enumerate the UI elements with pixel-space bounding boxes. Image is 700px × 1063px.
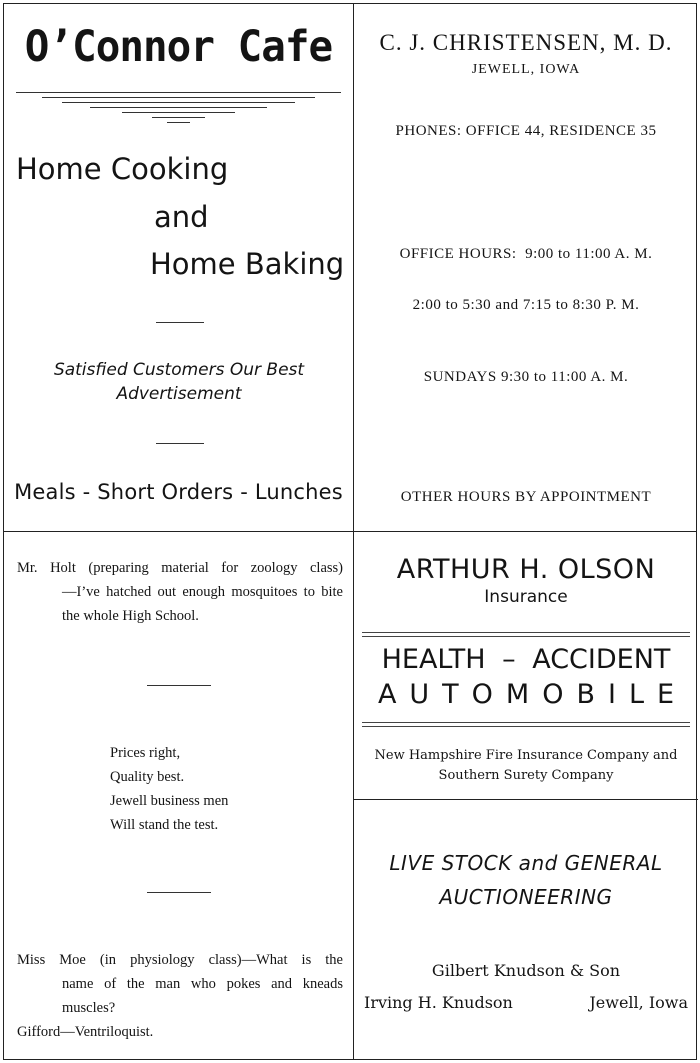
poem-line: Jewell business men [110, 793, 229, 809]
cafe-line-and: and [154, 200, 209, 234]
olson-automobile: AUTOMOBILE [377, 679, 688, 710]
joke-holt-first: Mr. Holt (preparing material for zoology class) [17, 560, 343, 576]
doctor-phones: PHONES: OFFICE 44, RESIDENCE 35 [395, 123, 657, 139]
cafe-ad [4, 4, 353, 531]
advertisement-page [3, 3, 697, 1060]
cafe-line-home-cooking: Home Cooking [16, 152, 229, 186]
knudson-firm: Gilbert Knudson & Son [431, 961, 621, 980]
doctor-afternoon-hours: 2:00 to 5:30 and 7:15 to 8:30 P. M. [412, 297, 640, 313]
cafe-line-home-baking: Home Baking [150, 247, 345, 281]
jokes-column [4, 532, 353, 1061]
olson-name: ARTHUR H. OLSON [396, 554, 656, 585]
poem-line: Quality best. [110, 769, 185, 785]
cafe-rule-1 [156, 322, 204, 323]
poem-line: Will stand the test. [110, 817, 219, 833]
poem [110, 741, 228, 837]
knudson-partner: Irving H. Knudson [364, 993, 513, 1012]
knudson-auction-ad [354, 800, 698, 1061]
jokes-rule-2 [147, 892, 211, 893]
cafe-offerings: Meals - Short Orders - Lunches [14, 480, 343, 504]
cafe-rule-2 [156, 443, 204, 444]
knudson-heading-line1: LIVE STOCK and GENERAL [389, 851, 663, 875]
olson-companies: New Hampshire Fire Insurance Company and Southern Surety Company [374, 748, 678, 783]
olson-insurance-ad [354, 532, 698, 799]
joke-moe-rest: name of the man who pokes and kneads muscles? [62, 976, 343, 1016]
doctor-ad [354, 4, 698, 531]
olson-double-rule-bottom [362, 722, 690, 727]
cafe-name: O’Connor Cafe [24, 22, 333, 72]
cafe-slogan: Satisfied Customers Our Best Advertisement [53, 360, 305, 404]
joke-moe-answer: Gifford—Ventriloquist. [17, 1024, 154, 1040]
jokes-rule-1 [147, 685, 211, 686]
doctor-name: C. J. CHRISTENSEN, M. D. [379, 30, 673, 55]
poem-line: Prices right, [110, 745, 181, 761]
joke-moe-first: Miss Moe (in physiology class)—What is the [17, 952, 343, 968]
joke-moe [17, 948, 343, 1044]
olson-health-accident: HEALTH – ACCIDENT [381, 644, 671, 675]
knudson-heading [354, 846, 698, 914]
doctor-town: JEWELL, IOWA [471, 62, 581, 77]
joke-holt-rest: —I’ve hatched out enough mosquitoes to bite the whole High School. [62, 584, 343, 624]
joke-holt [17, 556, 343, 628]
knudson-heading-line2: AUCTIONEERING [439, 885, 613, 909]
olson-subtitle: Insurance [484, 587, 568, 607]
knudson-town: Jewell, Iowa [589, 993, 688, 1012]
olson-double-rule-top [362, 632, 690, 637]
doctor-sunday-hours: SUNDAYS 9:30 to 11:00 A. M. [423, 369, 629, 385]
doctor-office-hours: OFFICE HOURS: 9:00 to 11:00 A. M. [399, 246, 653, 262]
doctor-other-hours: OTHER HOURS BY APPOINTMENT [400, 489, 652, 505]
